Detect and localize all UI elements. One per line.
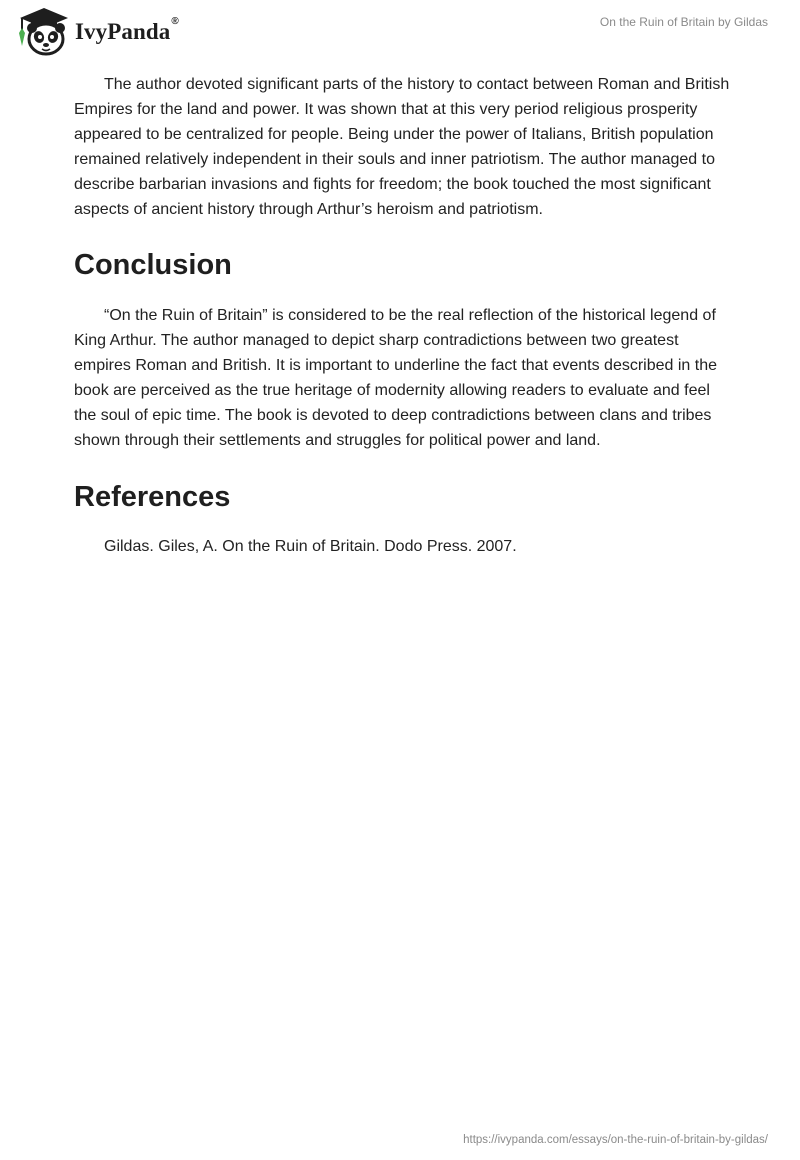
document-title: On the Ruin of Britain by Gildas	[599, 15, 768, 29]
page-header	[0, 0, 800, 64]
panda-graduation-cap-icon	[16, 6, 72, 56]
registered-mark: ®	[171, 15, 179, 27]
brand-name: IvyPanda	[75, 19, 171, 44]
reference-entry: Gildas. Giles, A. On the Ruin of Britain. Dodo Press. 2007.	[104, 538, 517, 555]
conclusion-paragraph: “On the Ruin of Britain” is considered to be the real reflection of the historical legend of King Arthur. The author managed to depict sharp contradictions between two greatest empires Roman and British. It is important to underline the fact that events described in the book are perceived as the true heritage of modernity allowing readers to evaluate and feel the soul of epic time. The book is devoted to deep contradictions between clans and tribes shown through their settlements and struggles for political power and land.	[74, 307, 717, 449]
brand-logo[interactable]	[16, 6, 179, 56]
essay-content	[74, 72, 734, 559]
body-paragraph: The author devoted significant parts of the history to contact between Roman and British Empires for the land and power. It was shown that at this very period religious prosperity appeared to be centralized for people. Being under the power of Italians, British population remained relatively independent in their souls and inner patriotism. The author managed to describe barbarian invasions and fights for freedom; the book touched the most significant aspects of ancient history through Arthur’s heroism and patriotism.	[74, 76, 730, 218]
conclusion-heading: Conclusion	[74, 249, 232, 281]
references-heading: References	[74, 481, 231, 513]
source-url[interactable]: https://ivypanda.com/essays/on-the-ruin-of-britain-by-gildas/	[463, 1134, 768, 1146]
